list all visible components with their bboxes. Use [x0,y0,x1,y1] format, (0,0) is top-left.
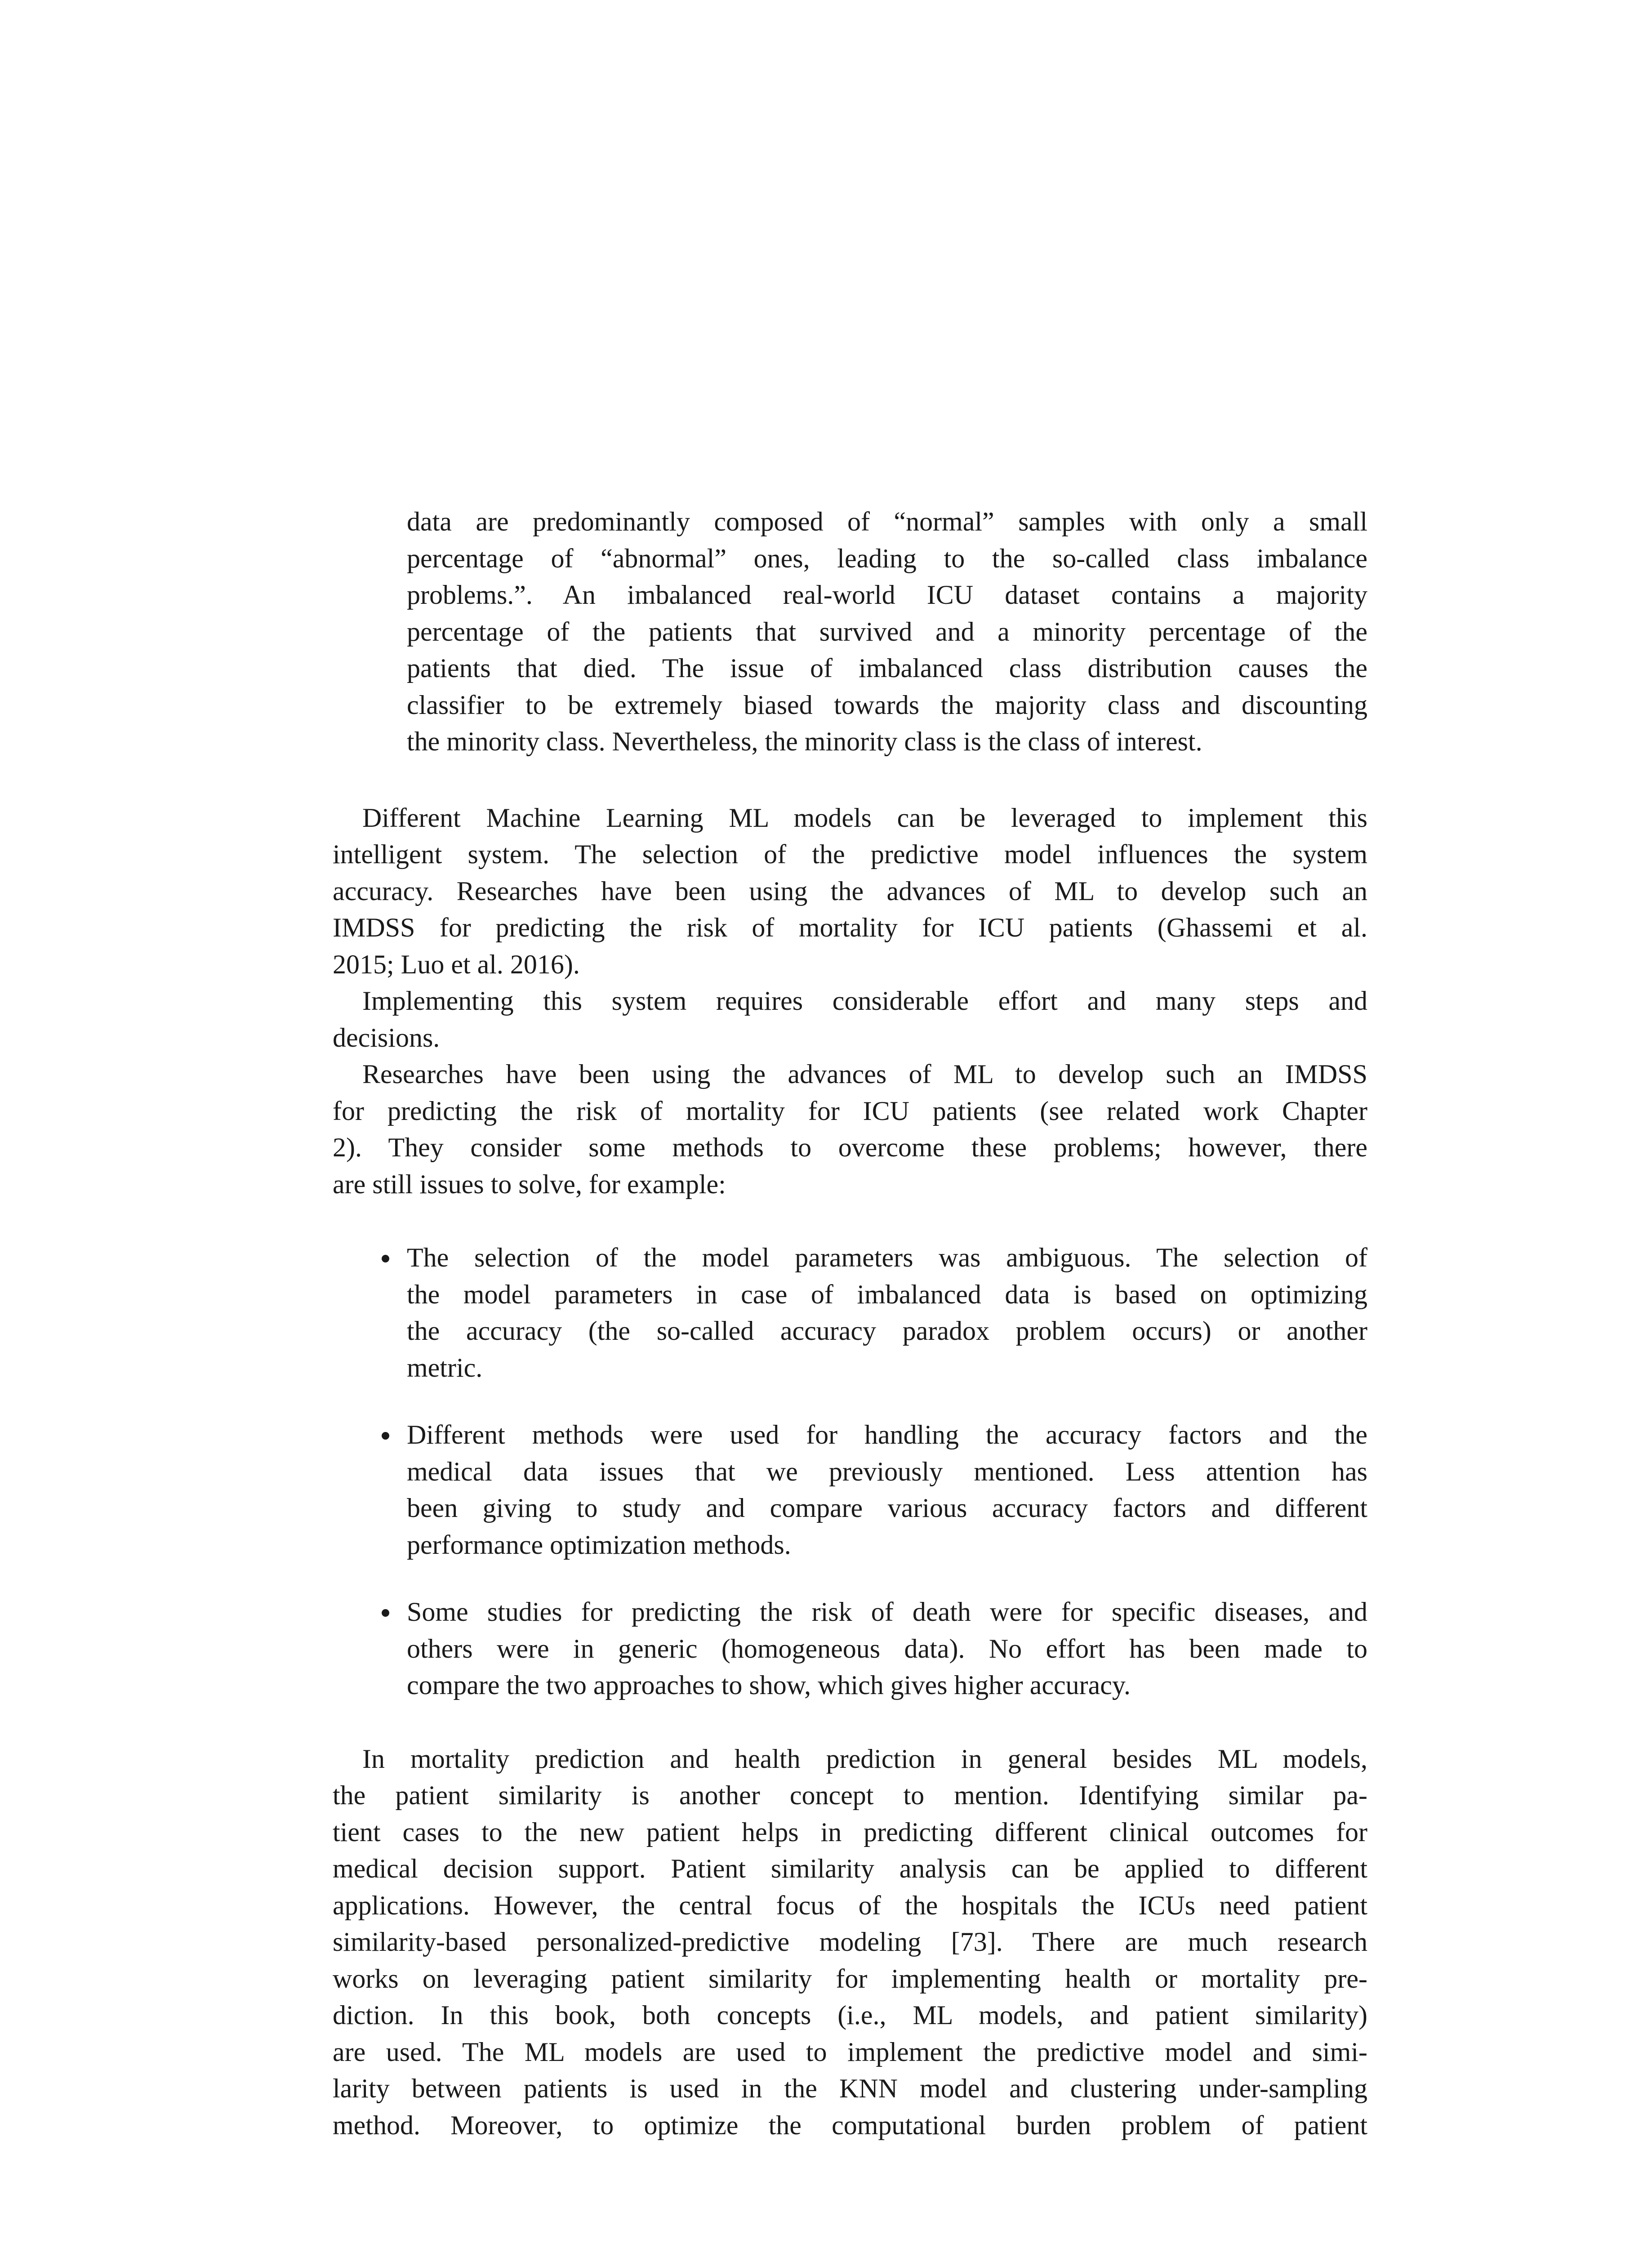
paragraph-line: 2015; Luo et al. 2016). [333,949,580,979]
paragraph-line: applications. However, the central focus of the hospitals the ICUs need patient [333,1890,1367,1920]
paragraph-line: works on leveraging patient similarity for implementing health or mortality pre- [333,1963,1367,1994]
list-item-line: the accuracy (the so-called accuracy paradox problem occurs) or another [407,1316,1367,1346]
bullet-icon [382,1432,389,1440]
paragraph-line: tient cases to the new patient helps in predicting different clinical outcomes for [333,1817,1367,1847]
quote-line: percentage of the patients that survived and a minority percentage of the [407,616,1367,647]
block-quote [407,504,1367,760]
list-item-line: been giving to study and compare various accuracy factors and different [407,1493,1367,1523]
quote-line: data are predominantly composed of “normal” samples with only a small [407,507,1367,536]
paragraph-line: 2). They consider some methods to overcome these problems; however, there [333,1133,1367,1162]
quote-line: problems.”. An imbalanced real-world ICU dataset contains a majority [407,580,1367,610]
quote-line: percentage of “abnormal” ones, leading to the so-called class imbalance [407,543,1367,573]
list-item-line: metric. [407,1352,483,1383]
list-item-line: the model parameters in case of imbalanced data is based on optimizing [407,1279,1367,1309]
paragraph-line: In mortality prediction and health prediction in general besides ML models, [362,1744,1367,1774]
list-item-line: performance optimization methods. [407,1530,791,1560]
list-item-line: Some studies for predicting the risk of death were for specific diseases, and [407,1597,1367,1627]
bullet-icon [382,1609,389,1617]
paragraph-line: intelligent system. The selection of the predictive model influences the system [333,839,1367,869]
paragraph-line: decisions. [333,1022,440,1053]
paragraph-ml-models [333,800,1367,983]
quote-line: the minority class. Nevertheless, the minority class is the class of interest. [407,727,1202,756]
list-item [407,1417,1367,1563]
paragraph-line: Implementing this system requires considerable effort and many steps and [362,986,1367,1016]
page-body [333,504,1367,2144]
quote-line: patients that died. The issue of imbalanced class distribution causes the [407,653,1367,683]
paragraph-line: similarity-based personalized-predictive modeling [73]. There are much research [333,1927,1367,1957]
list-item-line: medical data issues that we previously mentioned. Less attention has [407,1456,1367,1486]
paragraph-line: are still issues to solve, for example: [333,1169,726,1199]
list-item [407,1594,1367,1704]
paragraph-line: larity between patients is used in the KNN model and clustering under-sampling [333,2074,1367,2103]
paragraph-line: accuracy. Researches have been using the advances of ML to develop such an [333,876,1367,906]
paragraph-line: for predicting the risk of mortality for ICU patients (see related work Chapter [333,1096,1367,1126]
list-item-line: compare the two approaches to show, which gives higher accuracy. [407,1670,1131,1700]
paragraph-patient-similarity [333,1741,1367,2144]
list-item-line: The selection of the model parameters was ambiguous. The selection of [407,1243,1367,1272]
paragraph-line: diction. In this book, both concepts (i.e., ML models, and patient similarity) [333,2000,1367,2030]
quote-line: classifier to be extremely biased towards the majority class and discounting [407,690,1367,720]
list-item-line: others were in generic (homogeneous data). No effort has been made to [407,1633,1367,1664]
paragraph-line: Different Machine Learning ML models can be leveraged to implement this [362,803,1367,833]
paragraph-implementing [333,983,1367,1056]
paragraph-line: are used. The ML models are used to implement the predictive model and simi- [333,2037,1367,2067]
paragraph-line: method. Moreover, to optimize the computational burden problem of patient [333,2110,1367,2140]
paragraph-line: the patient similarity is another concept to mention. Identifying similar pa- [333,1780,1367,1810]
bullet-icon [382,1255,389,1262]
paragraph-line: IMDSS for predicting the risk of mortality for ICU patients (Ghassemi et al. [333,913,1367,942]
issues-bullet-list [407,1240,1367,1704]
list-item [407,1240,1367,1386]
list-item-line: Different methods were used for handling the accuracy factors and the [407,1420,1367,1450]
paragraph-line: medical decision support. Patient similarity analysis can be applied to different [333,1854,1367,1883]
paragraph-researches [333,1056,1367,1203]
paragraph-line: Researches have been using the advances of ML to develop such an IMDSS [362,1059,1367,1089]
